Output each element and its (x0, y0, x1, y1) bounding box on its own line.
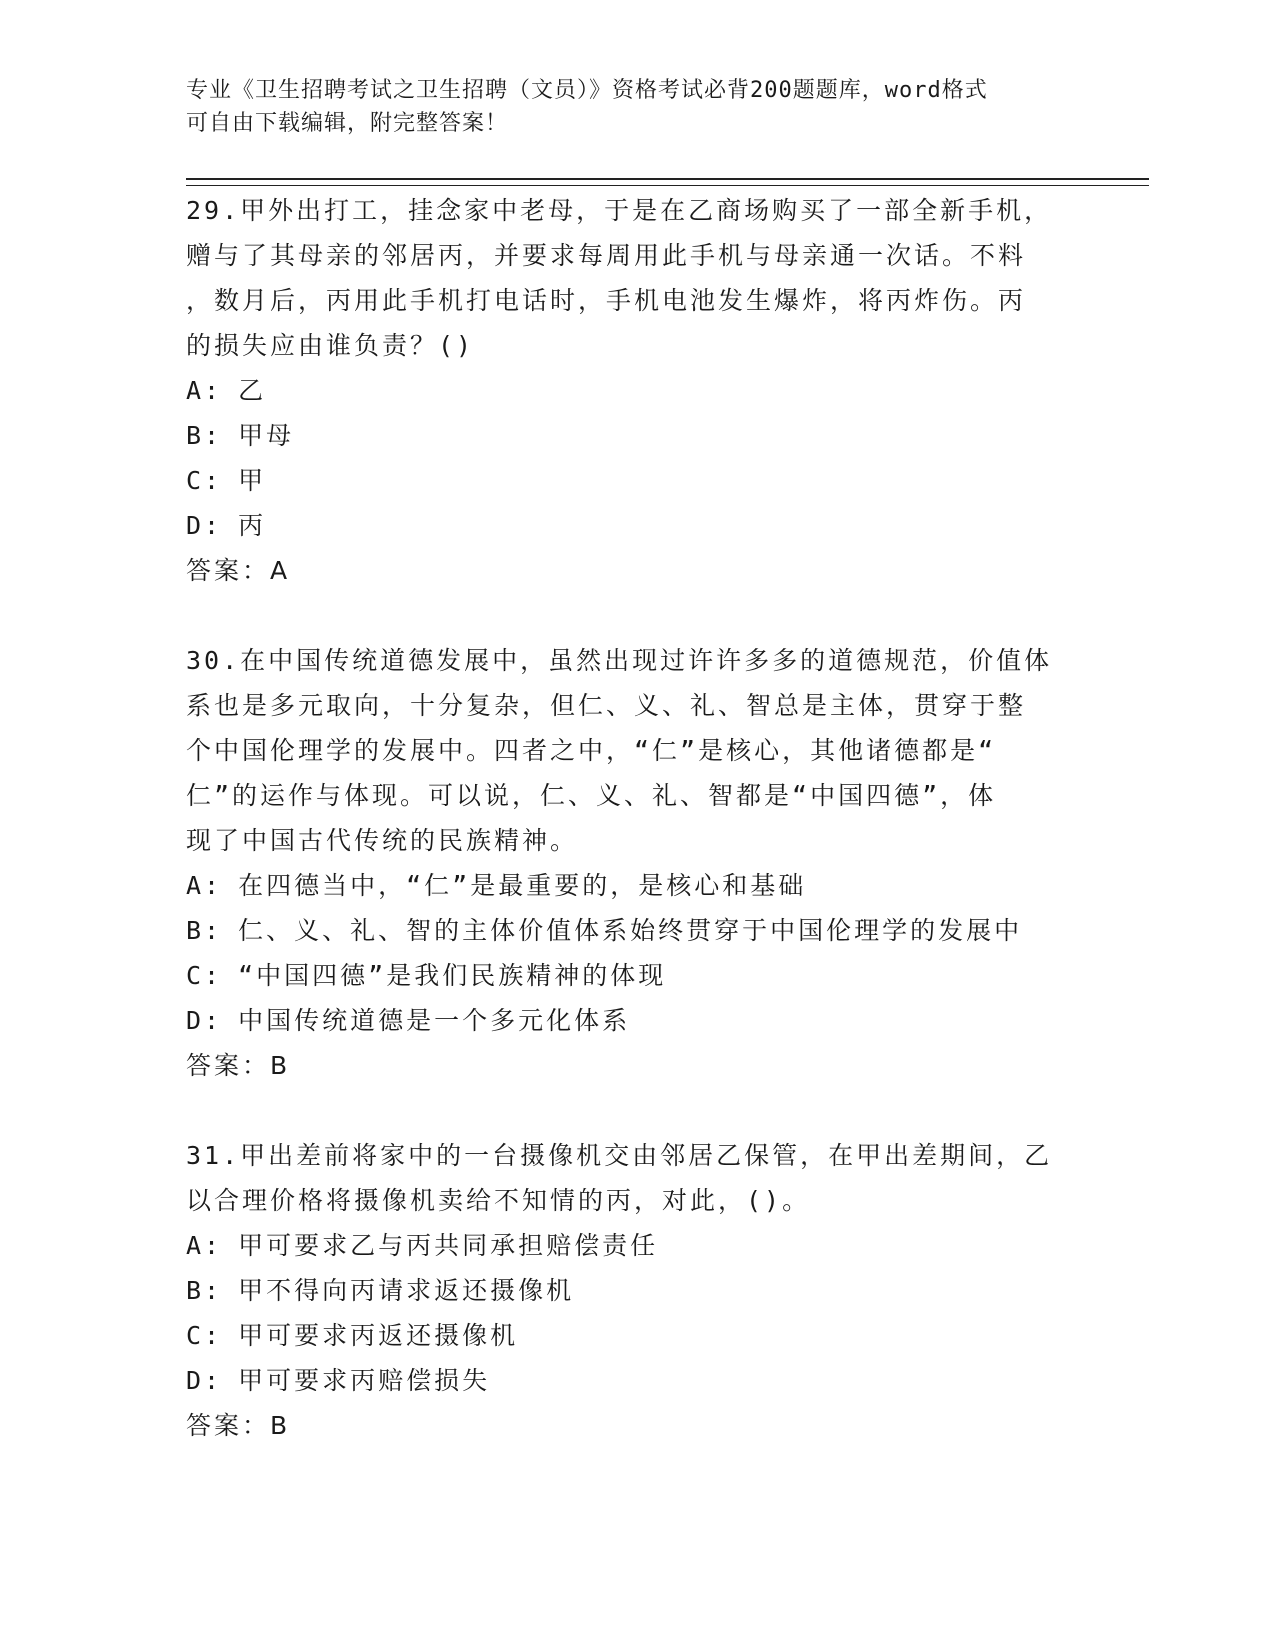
option-letter: B: (186, 421, 223, 450)
option-text: “中国四德”是我们民族精神的体现 (238, 961, 667, 990)
header-rule-thick (186, 178, 1149, 180)
answer-line: 答案：B (186, 1051, 291, 1080)
question-stem-line: 30.在中国传统道德发展中，虽然出现过许许多多的道德规范，价值体 (186, 646, 1053, 675)
option-letter: A: (186, 376, 223, 405)
option-letter: C: (186, 466, 223, 495)
option-d (186, 998, 1086, 1043)
header-line-1: 专业《卫生招聘考试之卫生招聘（文员）》资格考试必背200题题库，word格式 (186, 78, 988, 103)
option-b (186, 1268, 1086, 1313)
option-text: 甲母 (238, 421, 295, 450)
option-b (186, 908, 1086, 953)
option-b (186, 413, 1086, 458)
question-stem-line: 仁”的运作与体现。可以说，仁、义、礼、智都是“中国四德”，体 (186, 781, 997, 810)
option-a (186, 368, 1086, 413)
option-letter: D: (186, 1366, 223, 1395)
option-text: 中国传统道德是一个多元化体系 (238, 1006, 631, 1035)
answer-line: 答案：B (186, 1411, 291, 1440)
option-letter: A: (186, 871, 223, 900)
question-stem-line: 以合理价格将摄像机卖给不知情的丙，对此，()。 (186, 1186, 811, 1215)
option-letter: C: (186, 1321, 223, 1350)
question-stem-line: 的损失应由谁负责？() (186, 331, 475, 360)
option-text: 甲 (238, 466, 267, 495)
question-stem-line: 系也是多元取向，十分复杂，但仁、义、礼、智总是主体，贯穿于整 (186, 691, 1027, 720)
option-text: 乙 (238, 376, 267, 405)
option-text: 甲可要求丙返还摄像机 (238, 1321, 519, 1350)
option-text: 丙 (238, 511, 267, 540)
document-header (186, 74, 1066, 140)
option-text: 甲可要求丙赔偿损失 (238, 1366, 491, 1395)
question-stem-line: ，数月后，丙用此手机打电话时，手机电池发生爆炸，将丙炸伤。丙 (186, 286, 1027, 315)
question-stem-line: 29.甲外出打工，挂念家中老母，于是在乙商场购买了一部全新手机， (186, 196, 1053, 225)
option-letter: D: (186, 1006, 223, 1035)
question-29 (186, 188, 1086, 593)
option-text: 在四德当中，“仁”是最重要的，是核心和基础 (238, 871, 807, 900)
header-rule-thin (186, 185, 1149, 186)
option-a (186, 1223, 1086, 1268)
header-line-2: 可自由下载编辑，附完整答案！ (186, 111, 509, 136)
option-letter: B: (186, 916, 223, 945)
answer-line: 答案：A (186, 556, 291, 585)
option-text: 甲不得向丙请求返还摄像机 (238, 1276, 575, 1305)
question-stem-line: 现了中国古代传统的民族精神。 (186, 826, 579, 855)
question-stem-line: 个中国伦理学的发展中。四者之中，“仁”是核心，其他诸德都是“ (186, 736, 997, 765)
option-a (186, 863, 1086, 908)
option-letter: A: (186, 1231, 223, 1260)
question-30 (186, 638, 1086, 1088)
option-letter: B: (186, 1276, 223, 1305)
question-stem-line: 赠与了其母亲的邻居丙，并要求每周用此手机与母亲通一次话。不料 (186, 241, 1027, 270)
option-text: 甲可要求乙与丙共同承担赔偿责任 (238, 1231, 659, 1260)
option-letter: D: (186, 511, 223, 540)
question-list (186, 188, 1086, 1448)
question-stem-line: 31.甲出差前将家中的一台摄像机交由邻居乙保管，在甲出差期间，乙 (186, 1141, 1053, 1170)
option-letter: C: (186, 961, 223, 990)
option-d (186, 1358, 1086, 1403)
question-31 (186, 1133, 1086, 1448)
option-c (186, 953, 1086, 998)
option-c (186, 1313, 1086, 1358)
option-d (186, 503, 1086, 548)
option-text: 仁、义、礼、智的主体价值体系始终贯穿于中国伦理学的发展中 (238, 916, 1023, 945)
option-c (186, 458, 1086, 503)
